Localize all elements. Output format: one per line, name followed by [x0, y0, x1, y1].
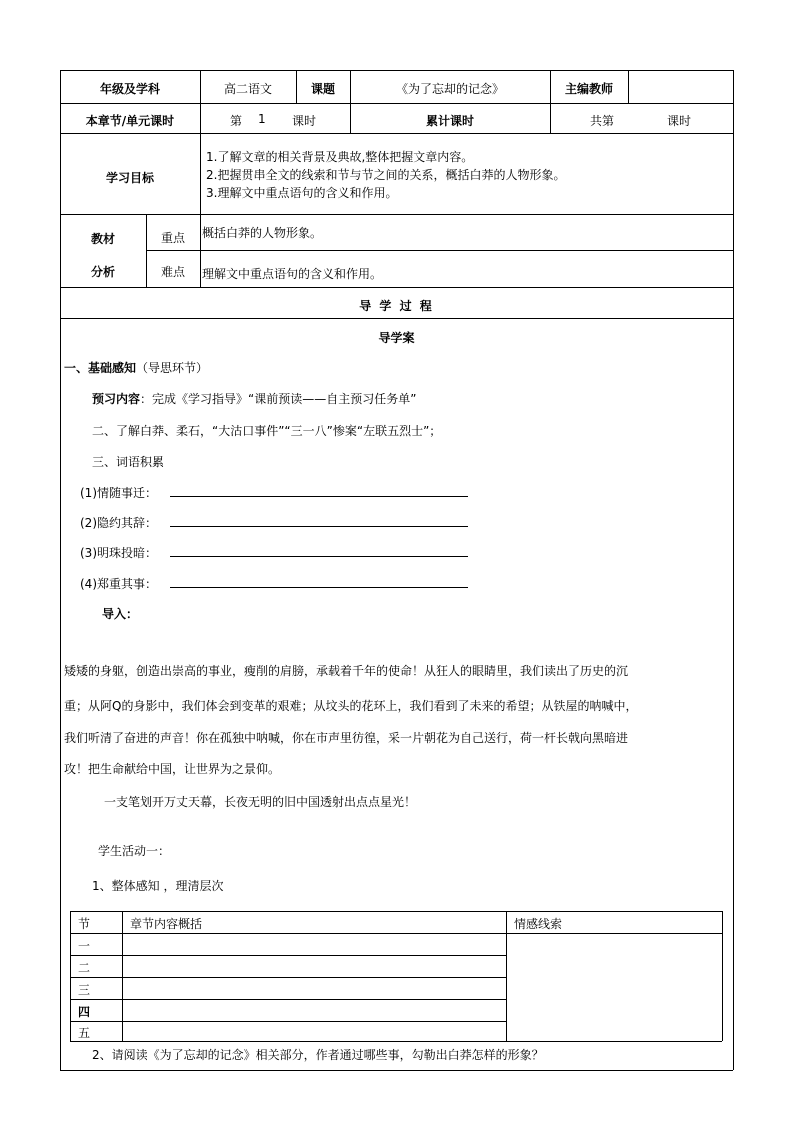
grade-label: 年级及学科	[99, 82, 160, 96]
vocab-1-blank[interactable]	[170, 496, 468, 497]
analysis-label-1: 教材	[90, 232, 115, 246]
table-header-summary: 章节内容概括	[130, 917, 203, 931]
table-line	[70, 933, 722, 934]
section1-item2: 二、了解白莽、柔石，“大沽口事件”“三一八”惨案“左联五烈士”；	[92, 424, 442, 438]
frame-right	[733, 70, 734, 1070]
vocab-3-blank[interactable]	[170, 556, 468, 557]
table-row-3-label: 三	[78, 983, 91, 997]
analysis-label-2: 分析	[90, 265, 115, 279]
intro-line-1: 矮矮的身躯，创造出崇高的事业，瘦削的肩膀，承载着千年的使命！从狂人的眼睛里，我们读出了历史的沉	[64, 664, 629, 678]
table-row-1-label: 一	[78, 939, 91, 953]
table-header-section: 节	[78, 917, 91, 931]
vocab-1-label: (1)情随事迁：	[80, 486, 157, 500]
table-line	[70, 1041, 722, 1042]
row-line-5	[60, 287, 733, 288]
table-line	[722, 911, 723, 1041]
table-line	[122, 911, 123, 1041]
intro-line-4: 攻！把生命献给中国，让世界为之景仰。	[64, 762, 281, 776]
row-line-2	[60, 133, 733, 134]
intro-label: 导入：	[102, 607, 139, 621]
intro-line-3: 我们听清了奋进的声音！你在孤独中呐喊，你在市声里彷徨，采一片朝花为自己送行，荷一杆长戟向黑暗进	[64, 731, 629, 745]
grade-value: 高二语文	[223, 82, 272, 96]
table-row-4-label: 四	[78, 1005, 91, 1019]
table-line	[70, 977, 506, 978]
col-line	[200, 133, 201, 287]
section1-heading	[64, 359, 208, 376]
table-line	[70, 955, 506, 956]
table-line	[70, 911, 722, 912]
topic-label: 课题	[310, 82, 335, 96]
col-line	[628, 70, 629, 103]
table-header-emotion: 情感线索	[514, 917, 563, 931]
section1-heading-note: （导思环节）	[136, 361, 209, 375]
section1-heading-text: 一、基础感知	[64, 361, 137, 375]
table-row-2-label: 二	[78, 961, 91, 975]
section1-item3: 三、词语积累	[92, 455, 165, 469]
vocab-2-label: (2)隐约其辞：	[80, 516, 157, 530]
key-label: 重点	[160, 231, 185, 245]
objective-3: 3.理解文中重点语句的含义和作用。	[206, 186, 398, 200]
preview-text: ：完成《学习指导》“课前预读——自主预习任务单”	[140, 392, 417, 406]
row-line-3	[60, 214, 733, 215]
structure-table	[70, 911, 723, 1042]
table-line	[506, 911, 507, 1041]
objective-2: 2.把握贯串全文的线索和节与节之间的关系，概括白莽的人物形象。	[206, 168, 566, 182]
vocab-2-blank[interactable]	[170, 526, 468, 527]
vocab-4-blank[interactable]	[170, 587, 468, 588]
table-line	[70, 911, 71, 1041]
frame-left	[60, 70, 61, 1070]
total-prefix: 共第	[590, 114, 615, 128]
topic-value: 《为了忘却的记念》	[395, 82, 504, 96]
table-row-5-label: 五	[78, 1026, 91, 1040]
vocab-3-label: (3)明珠投暗：	[80, 546, 157, 560]
activity1-label: 学生活动一：	[98, 844, 171, 858]
lesson-prefix: 第	[230, 114, 243, 128]
table-line	[70, 1021, 506, 1022]
frame-bottom	[60, 1070, 733, 1071]
activity1-task2: 2、请阅读《为了忘却的记念》相关部分，作者通过哪些事，勾勒出白莽怎样的形象？	[92, 1048, 544, 1062]
intro-closing: 一支笔划开万丈天幕，长夜无明的旧中国透射出点点星光！	[104, 795, 417, 809]
total-suffix: 课时	[667, 114, 692, 128]
lesson-suffix: 课时	[292, 114, 317, 128]
row-line-4	[146, 250, 733, 251]
objective-1: 1.了解文章的相关背景及典故,整体把握文章内容。	[206, 150, 474, 164]
table-line	[70, 999, 506, 1000]
preview-line	[92, 390, 416, 407]
difficult-text: 理解文中重点语句的含义和作用。	[202, 267, 383, 281]
difficult-label: 难点	[160, 265, 185, 279]
cumulative-label: 累计课时	[425, 114, 474, 128]
vocab-4-label: (4)郑重其事：	[80, 577, 157, 591]
guide-title: 导学案	[378, 331, 415, 345]
objectives-label: 学习目标	[105, 171, 154, 185]
activity1-task1: 1、整体感知 ，理清层次	[92, 879, 224, 893]
process-title: 导 学 过 程	[359, 299, 434, 313]
preview-label: 预习内容	[92, 392, 141, 406]
row-line-6	[60, 318, 733, 319]
row-line-1	[60, 103, 733, 104]
key-text: 概括白莽的人物形象。	[202, 226, 323, 240]
teacher-label: 主编教师	[564, 82, 613, 96]
chapter-label: 本章节/单元课时	[85, 114, 175, 128]
intro-line-2: 重；从阿Q的身影中，我们体会到变革的艰难；从坟头的花环上，我们看到了未来的希望；从铁屋的呐喊中，	[64, 699, 638, 713]
frame-top	[60, 70, 733, 71]
lesson-num: 1	[258, 112, 266, 126]
